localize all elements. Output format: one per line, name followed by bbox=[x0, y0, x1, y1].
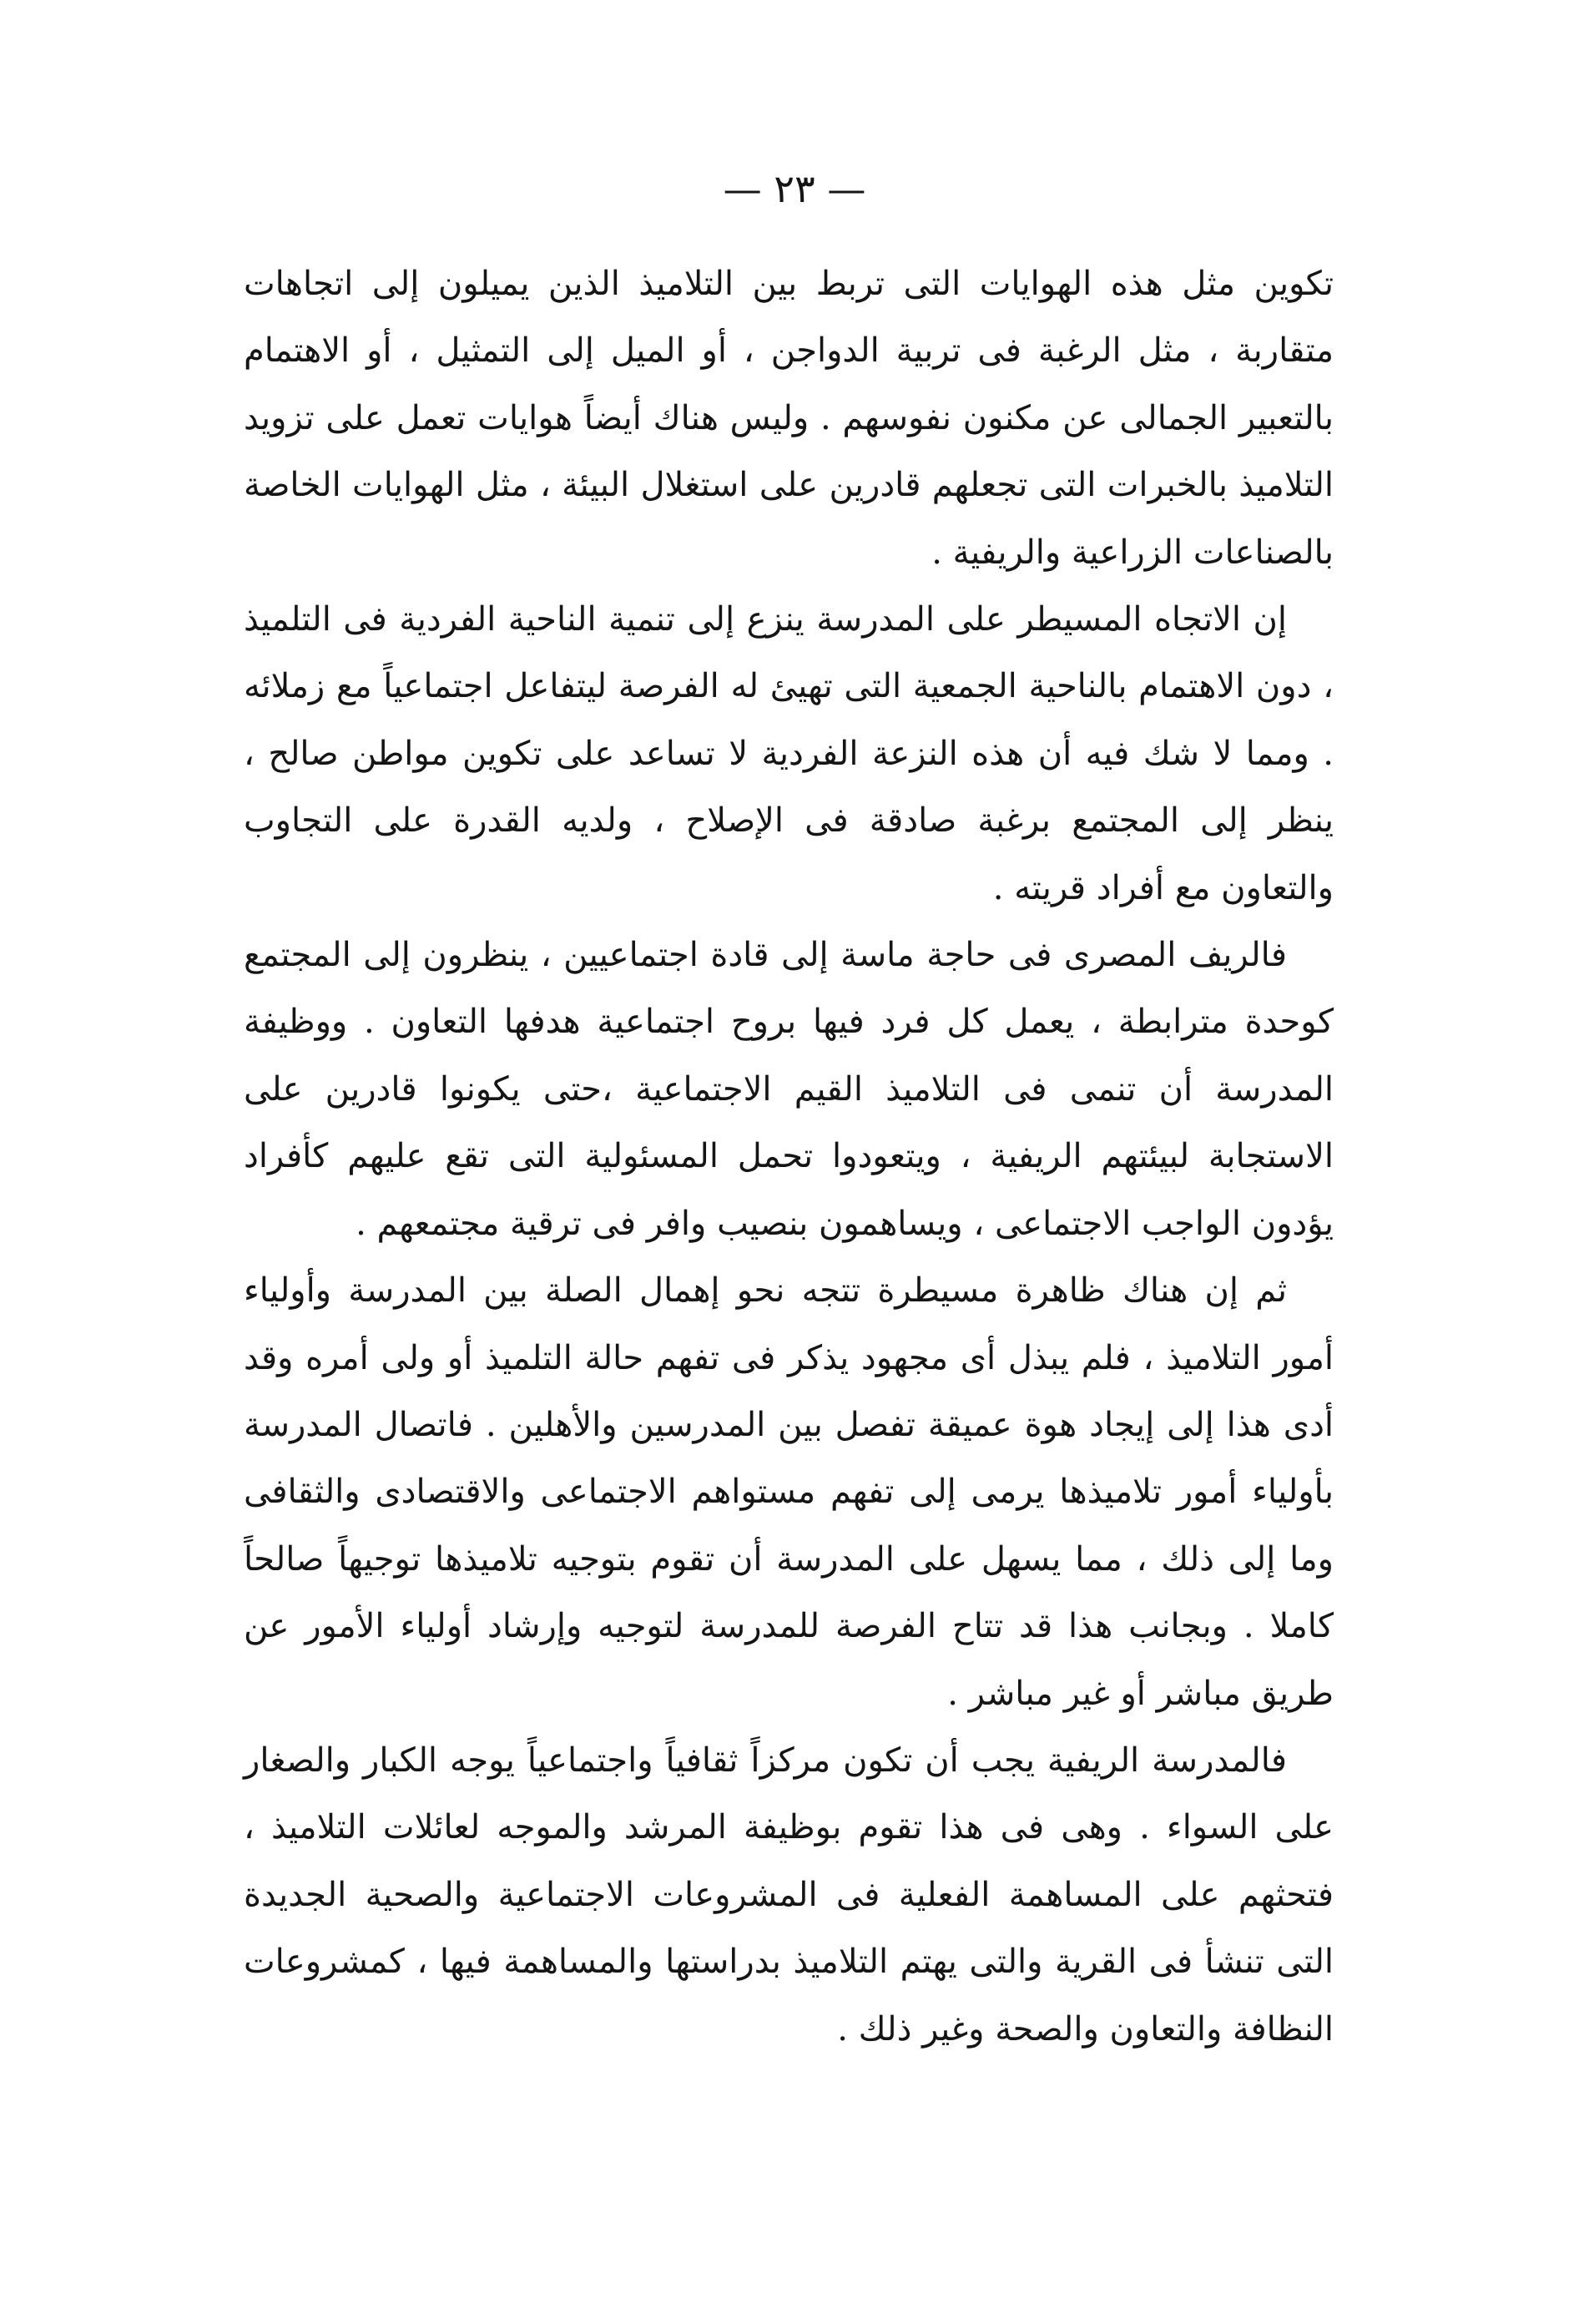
paragraph: ثم إن هناك ظاهرة مسيطرة تتجه نحو إهمال الصلة بين المدرسة وأولياء أمور التلاميذ ، فلم يبذل أى مجهود يذكر فى تفهم حالة التلميذ أو ولى أمره وقد أدى هذا إلى إيجاد هوة عميقة تفصل بين المدرسين والأهلين . فاتصال المدرسة بأولياء أمور تلاميذها يرمى إلى تفهم مستواهم الاجتماعى والاقتصادى والثقافى وما إلى ذلك ، مما يسهل على المدرسة أن تقوم بتوجيه تلاميذها توجيهاً صالحاً كاملا . وبجانب هذا قد تتاح الفرصة للمدرسة لتوجيه وإرشاد أولياء الأمور عن طريق مباشر أو غير مباشر . bbox=[244, 1271, 1334, 1713]
paragraph: فالريف المصرى فى حاجة ماسة إلى قادة اجتماعيين ، ينظرون إلى المجتمع كوحدة مترابطة ، يعمل كل فرد فيها بروح اجتماعية هدفها التعاون . ووظيفة المدرسة أن تنمى فى التلاميذ القيم الاجتماعية ،حتى يكونوا قادرين على الاستجابة لبيئتهم الريفية ، ويتعودوا تحمل المسئولية التى تقع عليهم كأفراد يؤدون الواجب الاجتماعى ، ويساهمون بنصيب وافر فى ترقية مجتمعهم . bbox=[244, 936, 1334, 1243]
paragraph: فالمدرسة الريفية يجب أن تكون مركزاً ثقافياً واجتماعياً يوجه الكبار والصغار على السواء . وهى فى هذا تقوم بوظيفة المرشد والموجه لعائلات التلاميذ ، فتحثهم على المساهمة الفعلية فى المشروعات الاجتماعية والصحية الجديدة التى تنشأ فى القرية والتى يهتم التلاميذ بدراستها والمساهمة فيها ، كمشروعات النظافة والتعاون والصحة وغير ذلك . bbox=[244, 1740, 1334, 2049]
paragraph: إن الاتجاه المسيطر على المدرسة ينزع إلى تنمية الناحية الفردية فى التلميذ ، دون الاهتمام بالناحية الجمعية التى تهيئ له الفرصة ليتفاعل اجتماعياً مع زملائه . ومما لا شك فيه أن هذه النزعة الفردية لا تساعد على تكوين مواطن صالح ، ينظر إلى المجتمع برغبة صادقة فى الإصلاح ، ولديه القدرة على التجاوب والتعاون مع أفراد قريته . bbox=[244, 600, 1334, 907]
paragraph-continued: تكوين مثل هذه الهوايات التى تربط بين التلاميذ الذين يميلون إلى اتجاهات متقاربة ، مثل الرغبة فى تربية الدواجن ، أو الميل إلى التمثيل ، أو الاهتمام بالتعبير الجمالى عن مكنون نفوسهم . وليس هناك أيضاً هوايات تعمل على تزويد التلاميذ بالخبرات التى تجعلهم قادرين على استغلال البيئة ، مثل الهوايات الخاصة بالصناعات الزراعية والريفية . bbox=[244, 265, 1334, 572]
page-number: — ٢٣ — bbox=[723, 166, 866, 211]
body-text bbox=[244, 250, 1334, 2063]
